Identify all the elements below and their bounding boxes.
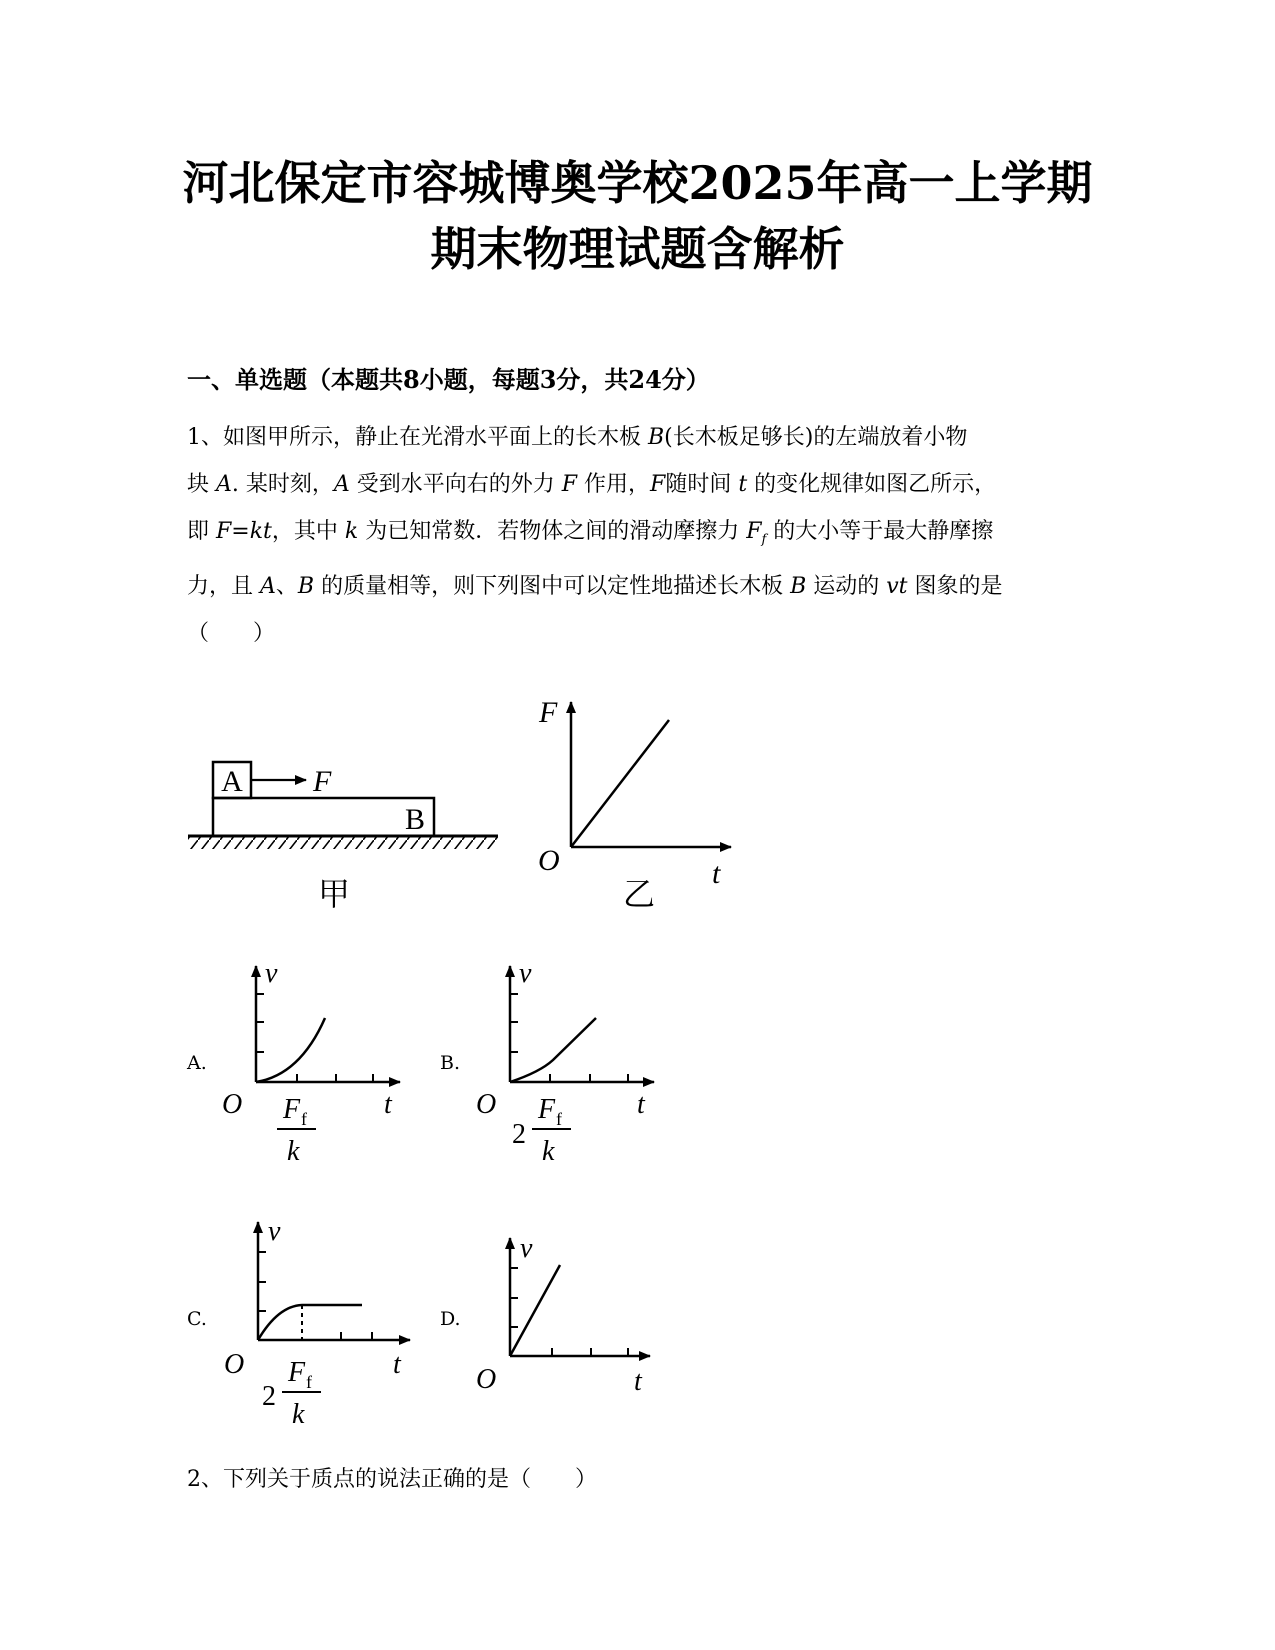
text: 即 [187, 519, 216, 544]
ticks [510, 1268, 628, 1356]
text: 作用， [577, 472, 651, 497]
board-b [213, 798, 434, 836]
option-a-label: A. [187, 1052, 207, 1074]
var-Ff: F [746, 519, 762, 544]
y-axis-label: v [268, 1216, 281, 1247]
tick-coefficient: 2 [262, 1381, 276, 1412]
section-heading: 一、单选题（本题共8小题，每题3分，共24分） [187, 365, 710, 394]
v-t-curve [256, 1018, 325, 1082]
block-a-label: A [221, 765, 243, 798]
text: . 某时刻， [231, 472, 334, 497]
text: 力，且 [187, 574, 260, 600]
text: (长木板足够长)的左端放着小物 [664, 425, 968, 450]
question-2: 2、下列关于质点的说法正确的是（ ） [187, 1467, 597, 1492]
ticks [510, 994, 628, 1082]
var-A: A [216, 472, 232, 497]
option-c-label: C. [187, 1308, 207, 1330]
origin-label: O [476, 1364, 497, 1395]
text: 随时间 [665, 472, 739, 497]
var-Ff-sub: f [761, 532, 767, 548]
text: 运动的 [806, 574, 887, 600]
y-axis-label: F [539, 696, 558, 729]
option-b-label: B. [440, 1052, 461, 1074]
text: 的变化规律如图乙所示， [747, 472, 997, 497]
tick-numerator: F [283, 1094, 301, 1125]
block-b-label: B [404, 803, 426, 836]
var-t: t [738, 472, 748, 497]
x-axis-label: t [384, 1089, 392, 1120]
option-d-label: D. [440, 1308, 461, 1330]
y-axis-label: v [519, 958, 532, 989]
ground-hatching [188, 836, 498, 849]
var-vt: vt [886, 574, 908, 600]
v-t-curve [258, 1305, 362, 1340]
caption-yi: 乙 [622, 875, 656, 913]
origin-label: O [476, 1089, 497, 1120]
tick-subscript: f [556, 1109, 562, 1129]
text: 的质量相等，则下列图中可以定性地描述长木板 [314, 574, 791, 600]
tick-numerator: F [288, 1357, 306, 1388]
title-line-2: 期末物理试题含解析 [430, 222, 845, 276]
text: 的大小等于最大静摩擦 [766, 519, 994, 544]
y-axis-label: v [520, 1233, 533, 1264]
v-t-curve [510, 1018, 596, 1082]
var-k: k [344, 519, 359, 544]
origin-label: O [224, 1349, 245, 1380]
x-axis-label: t [637, 1089, 645, 1120]
origin-label: O [222, 1089, 243, 1120]
tick-denominator: k [542, 1136, 555, 1167]
var-kt: kt [249, 519, 272, 544]
tick-subscript: f [301, 1109, 307, 1129]
option-a-graph [186, 958, 400, 1167]
tick-coefficient: 2 [512, 1119, 526, 1150]
var-F: F [650, 472, 666, 497]
var-A: A [333, 472, 350, 497]
tick-numerator: F [538, 1094, 556, 1125]
option-c-graph [187, 1216, 410, 1430]
text: 块 [187, 472, 216, 497]
tick-denominator: k [292, 1399, 305, 1430]
tick-denominator: k [287, 1136, 300, 1167]
text: 为已知常数．若物体之间的滑动摩擦力 [358, 519, 747, 544]
option-d-graph [440, 1233, 650, 1397]
text: = [231, 519, 250, 544]
var-B: B [648, 425, 665, 450]
figure-jia [188, 762, 498, 913]
force-label: F [313, 765, 332, 798]
answer-blank: （ ） [187, 621, 276, 647]
x-axis-label: t [634, 1366, 642, 1397]
v-t-line [510, 1265, 560, 1356]
var-F: F [561, 472, 578, 497]
x-axis-label: t [393, 1349, 401, 1380]
text: 、 [275, 574, 298, 600]
text: 图象的是 [907, 574, 1003, 600]
caption-jia: 甲 [317, 875, 351, 913]
figure-yi [538, 696, 731, 913]
y-axis-label: v [265, 958, 278, 989]
text: 1、如图甲所示，静止在光滑水平面上的长木板 [187, 425, 648, 450]
var-A: A [260, 574, 276, 600]
f-t-line [571, 720, 669, 847]
var-F: F [216, 519, 232, 544]
text: ，其中 [271, 519, 345, 544]
title-line-1: 河北保定市容城博奥学校2025年高一上学期 [182, 156, 1093, 210]
var-B: B [297, 574, 315, 600]
var-B: B [790, 574, 807, 600]
origin-label: O [538, 844, 560, 877]
tick-subscript: f [306, 1372, 312, 1392]
x-axis-label: t [712, 857, 721, 890]
text: 受到水平向右的外力 [349, 472, 562, 497]
option-b-graph [440, 958, 654, 1167]
ticks [258, 1252, 372, 1340]
